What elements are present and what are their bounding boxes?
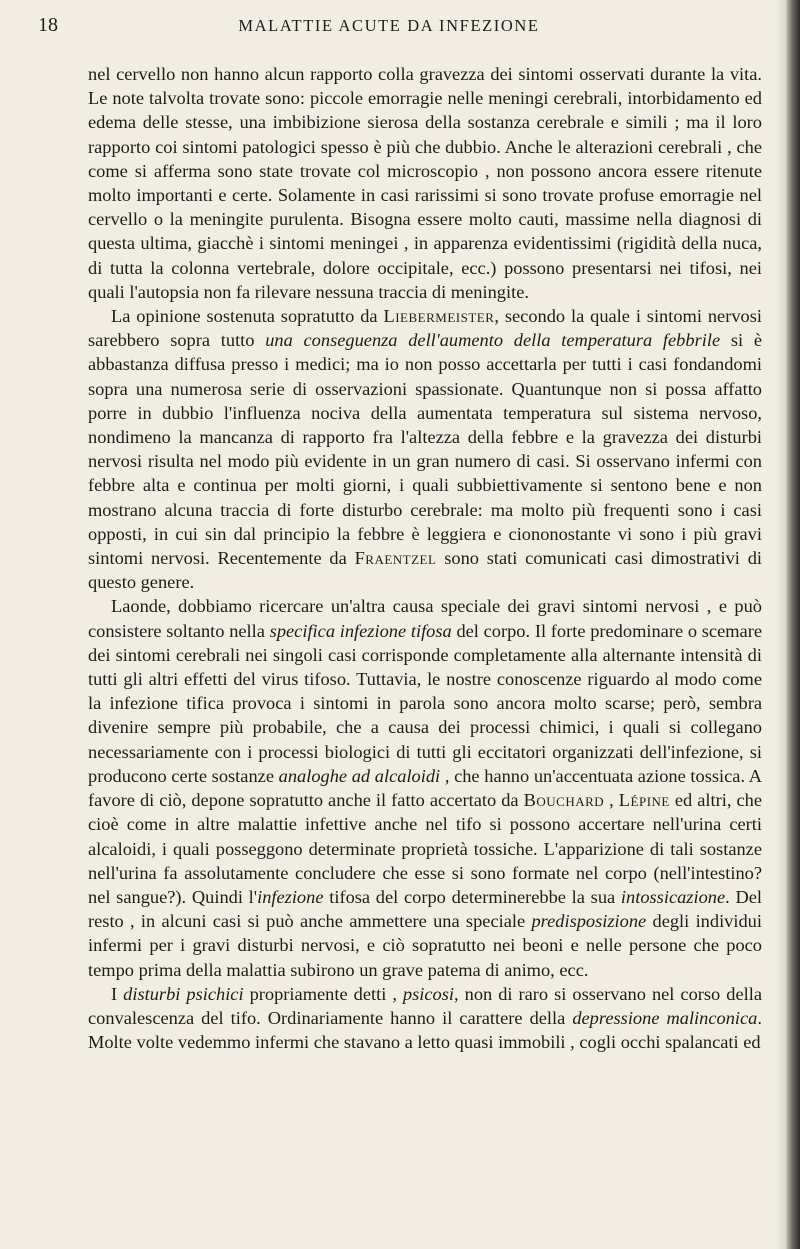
emphasis-text: intossicazione <box>620 886 726 907</box>
text-run: , non di raro si osservano nel corso della convalescenza del tifo. Ordinariamente hanno il carattere della <box>88 983 762 1028</box>
paragraph <box>88 304 762 594</box>
emphasis-text: una conseguenza dell'aumento della temperatura febbrile <box>265 330 721 351</box>
text-run: ed altri, che cioè come in altre malattie infettive anche nel tifo si possono accertare nell'urina certi alcaloidi, i quali posseggono determinate proprietà tossiche. L'apparizione di tali sostanze nell'urina fa assolutamente concludere che esse si sono formate nel corpo (nell'intestino? nel sangue?). Quindi l' <box>88 790 762 907</box>
text-run: . Molte volte vedemmo infermi che stavano a letto quasi immobili , cogli occhi spalancati ed <box>88 1007 762 1053</box>
text-run: tifosa del corpo determinerebbe la sua <box>323 886 621 907</box>
page-number: 18 <box>38 14 58 36</box>
text-run: I <box>111 983 124 1004</box>
body-text <box>88 62 762 1054</box>
text-run: , che hanno un'accentuata azione tossica. A favore di ciò, depone sopratutto anche il fatto accertato da <box>88 765 762 811</box>
emphasis-text: depressione malinconica <box>572 1007 758 1028</box>
text-run: , secondo la quale i sintomi nervosi sarebbero sopra tutto <box>88 306 762 351</box>
text-run: Laonde, dobbiamo ricercare un'altra causa speciale dei gravi sintomi nervosi , e può consistere soltanto nella <box>88 596 762 641</box>
emphasis-text: disturbi psichici <box>123 983 244 1004</box>
paragraph <box>88 62 762 304</box>
page-header <box>38 14 740 44</box>
running-head: MALATTIE ACUTE DA INFEZIONE <box>238 16 540 35</box>
paragraph <box>88 982 762 1055</box>
text-run: sono stati comunicati casi dimostrativi di questo genere. <box>88 548 763 593</box>
author-name: Lépine <box>618 790 670 811</box>
emphasis-text: specifica infezione tifosa <box>269 620 452 641</box>
text-run: propriamente detti , <box>243 983 403 1004</box>
emphasis-text: predisposizione <box>531 911 647 932</box>
emphasis-text: infezione <box>257 886 324 907</box>
text-run: . Del resto , in alcuni casi si può anche ammettere una speciale <box>88 886 762 932</box>
text-run: del corpo. Il forte predominare o scemare dei sintomi cerebrali nei singoli casi corrisponde completamente alla alternante intensità di tutti gli altri effetti del virus tifoso. Tuttavia, le nostre conoscenze riguardo al modo come la infezione tifica provoca i sintomi in parola sono ancora molto scarse; però, sembra divenire sempre più probabile, che a causa dei processi chimici, i quali si collegano necessariamente con i processi biologici di tutti gli eccitatori organizzati dell'infezione, si producono certe sostanze <box>88 620 762 786</box>
page-edge-shadow <box>776 0 786 1249</box>
text-run: nel cervello non hanno alcun rapporto colla gravezza dei sintomi osservati durante la vita. Le note talvolta trovate sono: piccole emorragie nelle meningi cerebrali, intorbidamento ed edema delle stesse, una imbibizione sierosa della sostanza cerebrale e simili ; ma il loro rapporto coi sintomi patologici spesso è più che dubbio. Anche le alterazioni cerebrali , che come si afferma sono state trovate col microscopio , non possono ancora essere ritenute molto importanti e certe. Solamente in casi rarissimi si sono trovate profuse emorragie nel cervello o la meningite purulenta. Bisogna essere molto cauti, massime nella diagnosi di questa ultima, giacchè i sintomi meningei , in apparenza evidentissimi (rigidità della nuca, di tutta la colonna vertebrale, dolore occipitale, ecc.) possono presentarsi nei tifosi, nei quali l'autopsia non fa rilevare nessuna traccia di meningite. <box>88 64 762 302</box>
text-run: , <box>604 790 619 811</box>
text-run: si è abbastanza diffusa presso i medici; ma io non posso accettarla per tutti i casi fondandomi sopra una numerosa serie di osservazioni spassionate. Quantunque non si possa affatto porre in dubbio l'influenza nociva della aumentata temperatura sul sistema nervoso, nondimeno la mancanza di rapporto fra l'altezza della febbre e la gravezza dei disturbi nervosi risulta nel modo più evidente in un gran numero di casi. Si osservano infermi con febbre alta e continua per molti giorni, i quali subbiettivamente si sentono bene e non mostrano alcuna traccia di forte disturbo cerebrale: ma molto più frequenti sono i casi opposti, in cui sin dal principio la febbre è leggiera e ciononostante vi sono i più gravi sintomi nervosi. Recentemente da <box>88 330 762 569</box>
author-name: Bouchard <box>523 790 605 811</box>
paragraph <box>88 594 762 981</box>
author-name: Liebermeister <box>383 306 495 327</box>
book-edge <box>786 0 800 1249</box>
emphasis-text: psicosi <box>402 983 455 1004</box>
author-name: Fraentzel <box>354 548 437 569</box>
text-run: degli individui infermi per i gravi disturbi nervosi, e ciò sopratutto nei beoni e nelle persone che poco tempo prima della malattia subirono un grave patema di animo, ecc. <box>88 911 762 980</box>
text-run: La opinione sostenuta sopratutto da <box>111 306 384 327</box>
emphasis-text: analoghe ad alcaloidi <box>278 765 441 786</box>
